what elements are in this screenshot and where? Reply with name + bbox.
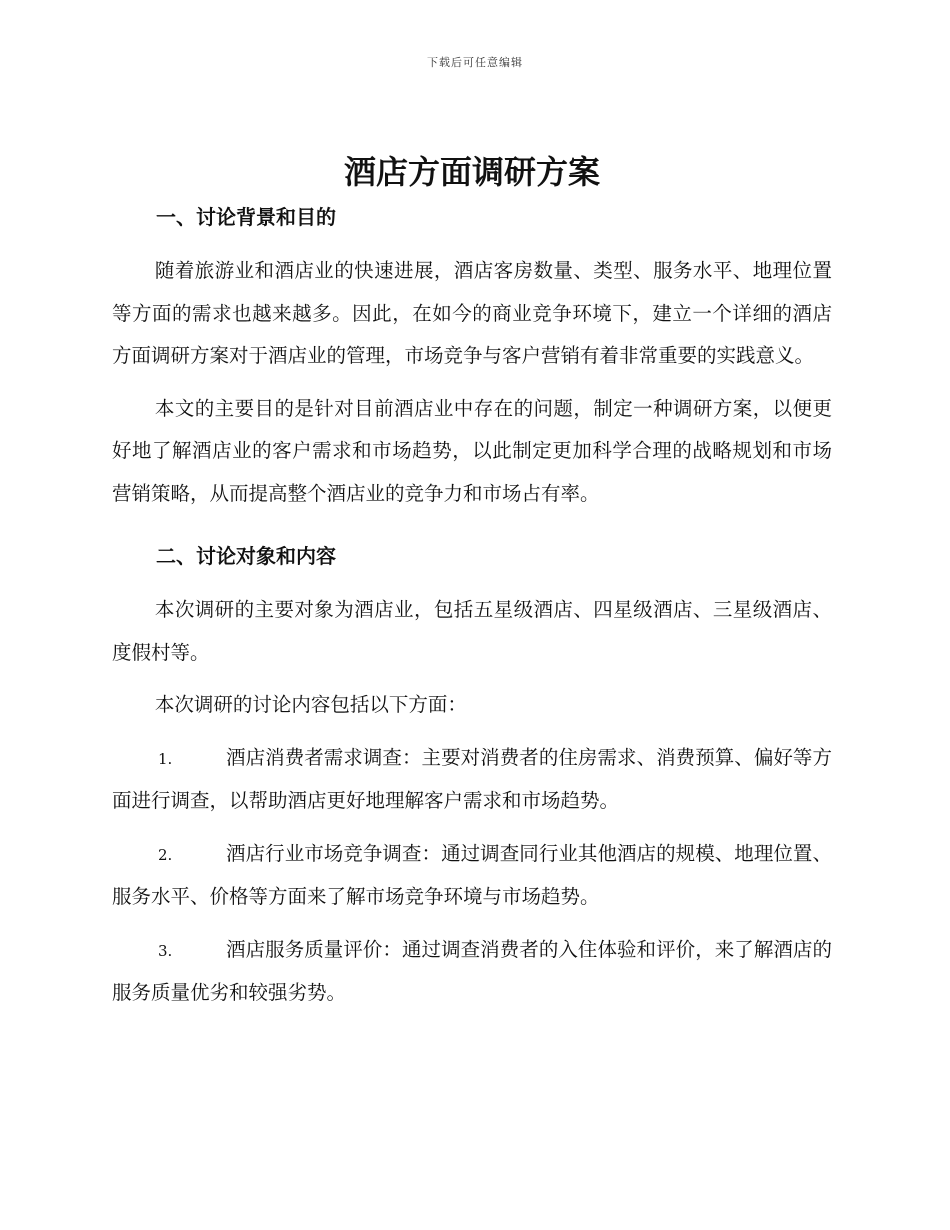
list-item — [112, 737, 832, 823]
paragraph: 本文的主要目的是针对目前酒店业中存在的问题，制定一种调研方案，以便更好地了解酒店业的客户需求和市场趋势，以此制定更加科学合理的战略规划和市场营销策略，从而提高整个酒店业的竞争力和市场占有率。 — [112, 396, 832, 505]
list-item-text: 酒店服务质量评价：通过调查消费者的入住体验和评价，来了解酒店的服务质量优劣和较强劣势。 — [112, 937, 832, 1004]
list-item-text: 酒店消费者需求调查：主要对消费者的住房需求、消费预算、偏好等方面进行调查，以帮助酒店更好地理解客户需求和市场趋势。 — [112, 745, 832, 812]
list-item — [112, 833, 832, 919]
paragraph: 随着旅游业和酒店业的快速进展，酒店客房数量、类型、服务水平、地理位置等方面的需求也越来越多。因此，在如今的商业竞争环境下，建立一个详细的酒店方面调研方案对于酒店业的管理，市场竞争与客户营销有着非常重要的实践意义。 — [112, 259, 832, 367]
paragraph: 本次调研的主要对象为酒店业，包括五星级酒店、四星级酒店、三星级酒店、度假村等。 — [112, 598, 832, 664]
page-header-note: 下载后可任意编辑 — [427, 56, 523, 69]
document-title: 酒店方面调研方案 — [343, 153, 600, 191]
section-heading-background: 一、讨论背景和目的 — [156, 205, 336, 229]
list-item-number: 1. — [158, 749, 173, 768]
section-heading-objects: 二、讨论对象和内容 — [156, 544, 336, 568]
list-item-text: 酒店行业市场竞争调查：通过调查同行业其他酒店的规模、地理位置、服务水平、价格等方面来了解市场竞争环境与市场趋势。 — [112, 841, 832, 908]
paragraph: 本次调研的讨论内容包括以下方面： — [154, 693, 467, 716]
list-item-number: 2. — [158, 845, 173, 864]
list-item — [112, 929, 832, 1015]
document-body — [112, 148, 832, 1025]
list-item-number: 3. — [158, 941, 173, 960]
